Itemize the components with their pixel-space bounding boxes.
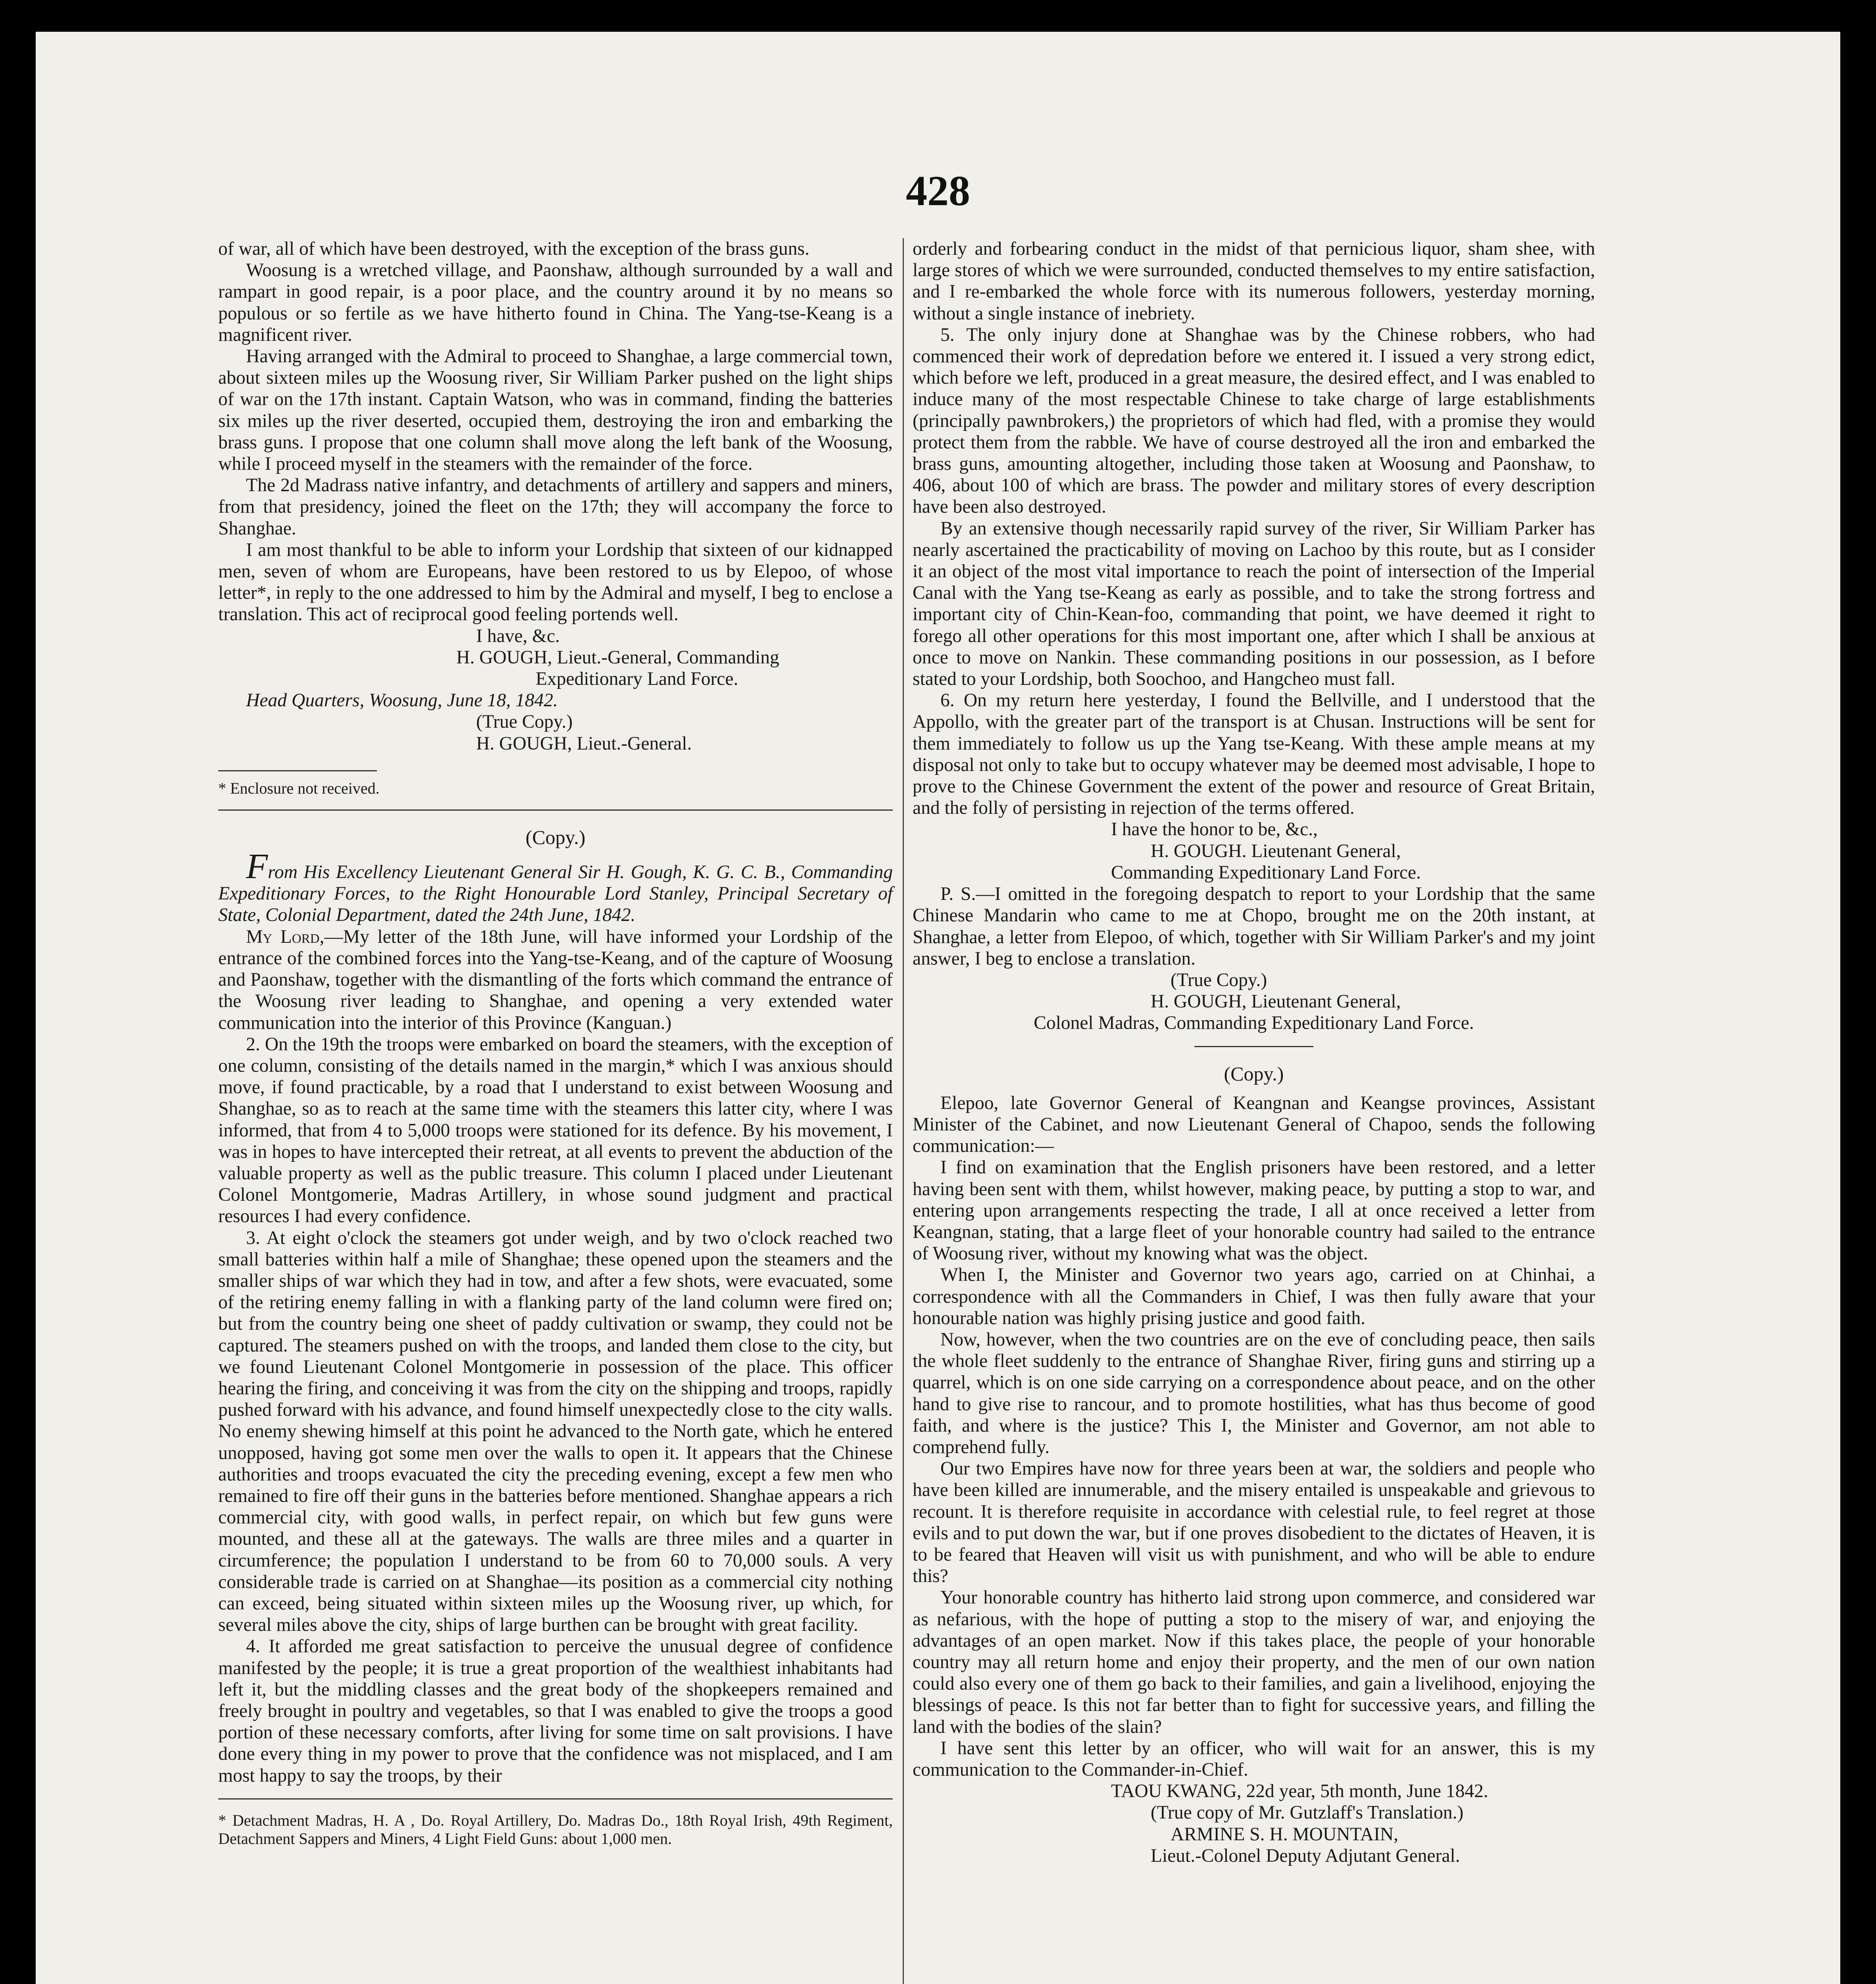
translation-note: (True copy of Mr. Gutzlaff's Translation.) [1151, 1802, 1464, 1823]
section-rule [1194, 1046, 1313, 1047]
paragraph [218, 926, 893, 1034]
signature-line: Colonel Madras, Commanding Expeditionary Land Force. [1034, 1013, 1474, 1034]
postscript: P. S.—I omitted in the foregoing despatch to report to your Lordship that the same Chinese Mandarin who came to me at Chopo, brought me on the 20th instant, at Shanghae, a letter from Elepoo, of which, together with Sir William Parker's and my joint answer, I beg to enclose a translation. [913, 884, 1595, 969]
copy-heading: (Copy.) [1224, 1062, 1284, 1085]
dateline: Head Quarters, Woosung, June 18, 1842. [246, 690, 558, 711]
left-column [218, 238, 893, 1848]
paragraph: Your honorable country has hitherto laid strong upon commerce, and considered war as nefarious, with the hope of putting a stop to the misery of war, and enjoying the advantages of an open market. Now if this takes place, the people of your honorable country may all return home and enjoy their property, and the men of our own nation could also every one of them go back to their families, and gain a livelihood, enjoying the blessings of peace. Is this not far better than to fight for successive years, and filling the land with the bodies of the slain? [913, 1587, 1595, 1737]
true-copy-note: (True Copy.) [1171, 969, 1267, 990]
paragraph-text: —My letter of the 18th June, will have informed your Lordship of the entrance of the combined forces into the Yang-tse-Keang, and of the capture of Woosung and Paonshaw, together with the dismantling of the forts which command the entrance of the Woosung river leading to Shanghae, and opening a very extended water communication into the interior of this Province (Kanguan.) [218, 926, 893, 1033]
signature-line: I have the honor to be, &c., [1111, 819, 1318, 840]
paragraph: Woosung is a wretched village, and Paonshaw, although surrounded by a wall and rampart in good repair, is a poor place, and the country around it by no means so populous or so fertile as we have hitherto found in China. The Yang-tse-Keang is a magnificent river. [218, 260, 893, 345]
paragraph: of war, all of which have been destroyed, with the exception of the brass guns. [218, 238, 809, 259]
signature-line: ARMINE S. H. MOUNTAIN, [1171, 1824, 1399, 1845]
signature-line: H. GOUGH. Lieutenant General, [1151, 840, 1401, 861]
document-page [36, 32, 1840, 1984]
copy-heading: (Copy.) [525, 826, 586, 848]
paragraph: 2. On the 19th the troops were embarked on board the steamers, with the exception of one column, consisting of the details named in the margin,* which I was anxious should move, if found practicable, by a road that I understand to exist between Woosung and Shanghae, so as to reach at the same time with the steamers this latter city, where I was informed, that from 4 to 5,000 troops were stationed for its defence. By his movement, I was in hopes to have intercepted their retreat, at all events to prevent the abduction of the valuable property as well as the public treasure. This column I placed under Lieutenant Colonel Montgomerie, Madras Artillery, in whose sound judgment and practical resources I had every confidence. [218, 1034, 893, 1227]
signature-line: H. GOUGH, Lieut.-General. [476, 733, 692, 754]
footnote: * Detachment Madras, H. A , Do. Royal Artillery, Do. Madras Do., 18th Royal Irish, 49th Regiment, Detachment Sappers and Miners, 4 Light Field Guns: about 1,000 men. [218, 1811, 893, 1848]
footnote-rule [218, 770, 377, 771]
drop-initial: F [246, 847, 268, 886]
footnote-rule [218, 1798, 893, 1799]
column-divider [903, 238, 904, 1984]
paragraph: Now, however, when the two countries are on the eve of concluding peace, then sails the whole fleet suddenly to the entrance of Shanghae River, firing guns and stirring up a quarrel, which is on one side carrying on a correspondence about peace, and on the other hand to give rise to rancour, and to promote hostilities, what has thus become of good faith, and where is the justice? This I, the Minister and Governor, am not able to comprehend fully. [913, 1329, 1595, 1457]
signature-line: Lieut.-Colonel Deputy Adjutant General. [1151, 1845, 1460, 1866]
paragraph: 6. On my return here yesterday, I found the Bellville, and I understood that the Appollo, with the greater part of the transport is at Chusan. Instructions will be sent for them immediately to follow us up the Yang tse-Keang. With these ample means at my disposal not only to take but to occupy whatever may be deemed most advisable, I hope to prove to the Chinese Government the extent of the power and resource of Great Britain, and the folly of persisting in rejection of the terms offered. [913, 690, 1595, 819]
paragraph: I have sent this letter by an officer, who will wait for an answer, this is my communication to the Commander-in-Chief. [913, 1738, 1595, 1780]
address-text: rom His Excellency Lieutenant General Sir H. Gough, K. G. C. B., Commanding Expeditionary Forces, to the Right Honourable Lord Stanley, Principal Secretary of State, Colonial Department, dated the 24th June, 1842. [218, 862, 893, 926]
paragraph: When I, the Minister and Governor two years ago, carried on at Chinhai, a correspondence with all the Commanders in Chief, I was then fully aware that your honourable nation was highly prising justice and good faith. [913, 1265, 1595, 1328]
footnote: * Enclosure not received. [218, 779, 380, 797]
paragraph: 3. At eight o'clock the steamers got under weigh, and by two o'clock reached two small batteries within half a mile of Shanghae; these opened upon the steamers and the smaller ships of war which they had in tow, and after a few shots, were evacuated, some of the retiring enemy falling in with a flanking party of the land column were fired on; but from the country being one sheet of paddy cultivation or swamp, they could not be captured. The steamers pushed on with the troops, and landed them close to the city, but we found Lieutenant Colonel Montgomerie in possession of the place. This officer hearing the firing, and conceiving it was from the city on the shipping and troops, rapidly pushed forward with his advance, and found himself unexpectedly close to the city walls. No enemy shewing himself at this point he advanced to the North gate, which he entered unopposed, having got some men over the walls to open it. It appears that the Chinese authorities and troops evacuated the city the preceding evening, except a few men who remained to fire off their guns in the batteries before mentioned. Shanghae appears a rich commercial city, with good walls, in perfect repair, on which but few guns were mounted, and these all at the gateways. The walls are three miles and a quarter in circumference; the population I understand to be from 60 to 70,000 souls. A very considerable trade is carried on at Shanghae—its position as a commercial city nothing can exceed, being situated within sixteen miles up the Woosung river, up which, for several miles above the city, ships of large burthen can be brought with great facility. [218, 1227, 893, 1636]
signature-line: I have, &c. [476, 625, 560, 646]
paragraph: Our two Empires have now for three years been at war, the soldiers and people who have been killed are innumerable, and the misery entailed is unspeakable and grievous to recount. It is therefore requisite in accordance with celestial rule, to feel regret at those evils and to put down the war, but if one proves disobedient to the dictates of Heaven, it is to be feared that Heaven will visit us with punishment, and who will be able to endure this? [913, 1458, 1595, 1587]
signature-line: Expeditionary Land Force. [536, 669, 738, 690]
paragraph: Having arranged with the Admiral to proceed to Shanghae, a large commercial town, about sixteen miles up the Woosung river, Sir William Parker pushed on the light ships of war on the 17th instant. Captain Watson, who was in command, finding the batteries six miles up the river deserted, occupied them, destroying the iron and embarking the brass guns. I propose that one column shall move along the left bank of the Woosung, while I proceed myself in the steamers with the remainder of the force. [218, 346, 893, 475]
paragraph: 4. It afforded me great satisfaction to perceive the unusual degree of confidence manifested by the people; it is true a great proportion of the wealthiest inhabitants had left it, but the middling classes and the great body of the shopkeepers remained and freely brought in poultry and vegetables, so that I was enabled to give the troops a good portion of these necessary comforts, after living for some time on salt provisions. I have done every thing in my power to prove that the confidence was not misplaced, and I am most happy to say the troops, by their [218, 1636, 893, 1786]
true-copy-note: (True Copy.) [476, 711, 573, 732]
signature-line: Commanding Expeditionary Land Force. [1111, 862, 1421, 883]
paragraph: By an extensive though necessarily rapid survey of the river, Sir William Parker has nearly ascertained the practicability of moving on Lachoo by this route, but as I consider it an object of the most vital importance to reach the point of intersection of the Imperial Canal with the Yang tse-Keang as early as possible, and to take the strong fortress and important city of Chin-Kean-foo, commanding that point, we have deemed it right to forego all other operations for this most important one, after which I shall be anxious at once to move on Nankin. These commanding positions in our possession, as I before stated to your Lordship, both Soochoo, and Hangcheo must fall. [913, 518, 1595, 690]
letter-address [218, 847, 893, 926]
signature-line: H. GOUGH, Lieutenant General, [1151, 991, 1401, 1012]
page-number: 428 [906, 167, 970, 215]
paragraph: The 2d Madrass native infantry, and detachments of artillery and sappers and miners, from that presidency, joined the fleet on the 17th; they will accompany the force to Shanghae. [218, 475, 893, 539]
paragraph: Elepoo, late Governor General of Keangnan and Keangse provinces, Assistant Minister of the Cabinet, and now Lieutenant General of Chapoo, sends the following communication:— [913, 1092, 1595, 1157]
dateline: TAOU KWANG, 22d year, 5th month, June 1842. [1111, 1781, 1488, 1802]
paragraph: 5. The only injury done at Shanghae was by the Chinese robbers, who had commenced their work of depredation before we entered it. I issued a very strong edict, which before we left, produced in a great measure, the desired effect, and I was enabled to induce many of the most respectable Chinese to take charge of large establishments (principally pawnbrokers,) the proprietors of which had fled, with a promise they would protect them from the rabble. We have of course destroyed all the iron and embarked the brass guns, amounting altogether, including those taken at Woosung and Paonshaw, to 406, about 100 of which are brass. The powder and military stores of every description have been also destroyed. [913, 324, 1595, 517]
salutation: My Lord, [246, 926, 325, 947]
section-rule [218, 809, 893, 811]
signature-line: H. GOUGH, Lieut.-General, Commanding [456, 647, 779, 668]
right-column [913, 238, 1595, 1867]
paragraph: I am most thankful to be able to inform your Lordship that sixteen of our kidnapped men, seven of whom are Europeans, have been restored to us by Elepoo, of whose letter*, in reply to the one addressed to him by the Admiral and myself, I beg to enclose a translation. This act of reciprocal good feeling portends well. [218, 539, 893, 625]
paragraph: I find on examination that the English prisoners have been restored, and a letter having been sent with them, whilst however, making peace, by putting a stop to war, and entering upon arrangements respecting the trade, I all at once received a letter from Keangnan, stating, that a large fleet of your honorable country had sailed to the entrance of Woosung river, without my knowing what was the object. [913, 1157, 1595, 1264]
paragraph: orderly and forbearing conduct in the midst of that pernicious liquor, sham shee, with large stores of which we were surrounded, conducted themselves to my entire satisfaction, and I re-embarked the whole force with its numerous followers, yesterday morning, without a single instance of inebriety. [913, 238, 1595, 324]
